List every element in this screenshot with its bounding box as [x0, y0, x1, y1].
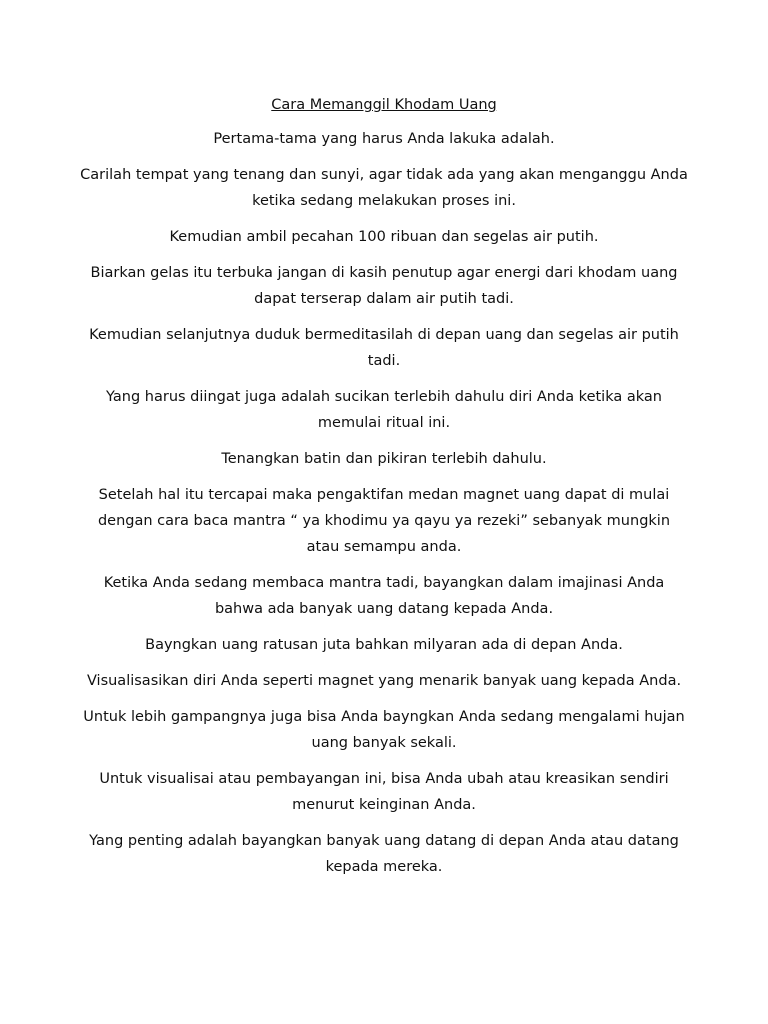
paragraph-7: Tenangkan batin dan pikiran terlebih dahulu. [221, 451, 547, 467]
paragraph-3: Kemudian ambil pecahan 100 ribuan dan segelas air putih. [169, 229, 599, 245]
paragraph-11: Visualisasikan diri Anda seperti magnet yang menarik banyak uang kepada Anda. [86, 673, 682, 689]
paragraph-10: Bayngkan uang ratusan juta bahkan milyaran ada di depan Anda. [145, 637, 623, 653]
paragraph-13: Untuk visualisai atau pembayangan ini, bisa Anda ubah atau kreasikan sendiri menurut keinginan Anda. [99, 771, 669, 813]
paragraph-14: Yang penting adalah bayangkan banyak uang datang di depan Anda atau datang kepada mereka. [89, 833, 679, 875]
paragraph-5: Kemudian selanjutnya duduk bermeditasilah di depan uang dan segelas air putih tadi. [89, 327, 679, 369]
paragraph-1: Pertama-tama yang harus Anda lakuka adalah. [213, 131, 555, 147]
paragraph-8: Setelah hal itu tercapai maka pengaktifan medan magnet uang dapat di mulai dengan cara baca mantra “ ya khodimu ya qayu ya rezeki” sebanyak mungkin atau semampu anda. [97, 487, 671, 555]
document-page [80, 92, 688, 890]
document-title: Cara Memanggil Khodam Uang [271, 97, 497, 113]
paragraph-2: Carilah tempat yang tenang dan sunyi, agar tidak ada yang akan menganggu Anda ketika sedang melakukan proses ini. [80, 167, 688, 209]
paragraph-9: Ketika Anda sedang membaca mantra tadi, bayangkan dalam imajinasi Anda bahwa ada banyak uang datang kepada Anda. [103, 575, 665, 617]
paragraph-6: Yang harus diingat juga adalah sucikan terlebih dahulu diri Anda ketika akan memulai ritual ini. [106, 389, 662, 431]
paragraph-12: Untuk lebih gampangnya juga bisa Anda bayngkan Anda sedang mengalami hujan uang banyak sekali. [83, 709, 685, 751]
paragraph-4: Biarkan gelas itu terbuka jangan di kasih penutup agar energi dari khodam uang dapat terserap dalam air putih tadi. [90, 265, 678, 307]
